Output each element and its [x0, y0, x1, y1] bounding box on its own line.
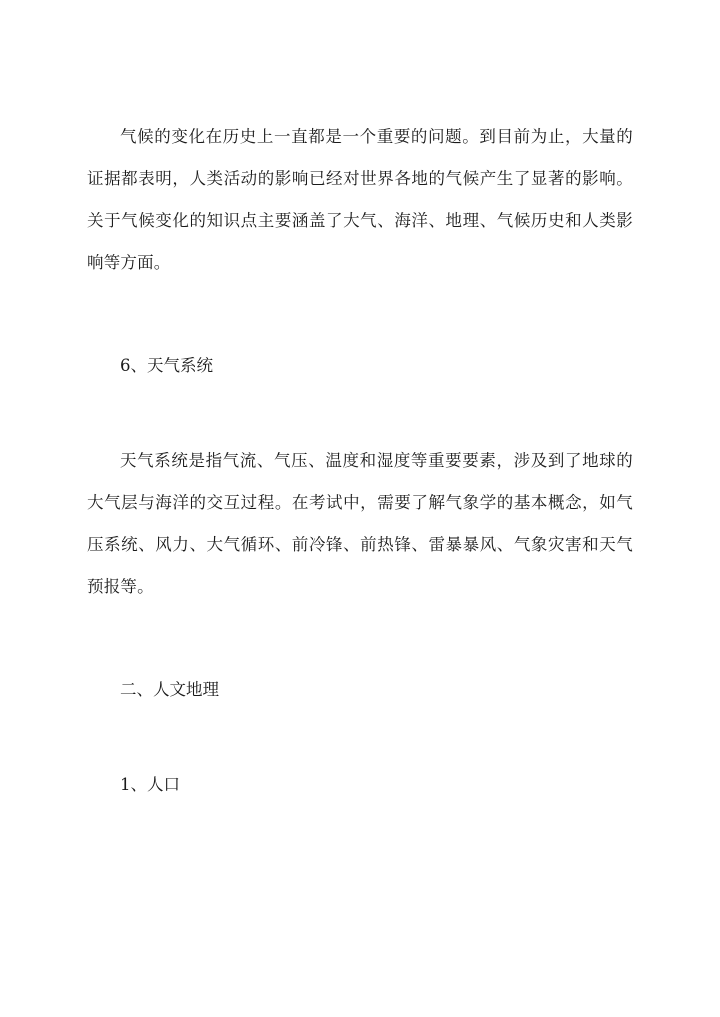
heading-human-geography: 二、人文地理: [120, 680, 219, 699]
heading-weather-system: 6、天气系统: [120, 356, 213, 375]
heading-population: 1、人口: [120, 775, 180, 794]
paragraph-climate-history: 气候的变化在历史上一直都是一个重要的问题。到目前为止，大量的证据都表明，人类活动的影响已经对世界各地的气候产生了显著的影响。关于气候变化的知识点主要涵盖了大气、海洋、地理、气候历史和人类影响等方面。: [87, 127, 633, 272]
paragraph-weather-system: 天气系统是指气流、气压、温度和湿度等重要要素，涉及到了地球的大气层与海洋的交互过程。在考试中，需要了解气象学的基本概念，如气压系统、风力、大气循环、前冷锋、前热锋、雷暴暴风、气象灾害和天气预报等。: [87, 451, 633, 596]
